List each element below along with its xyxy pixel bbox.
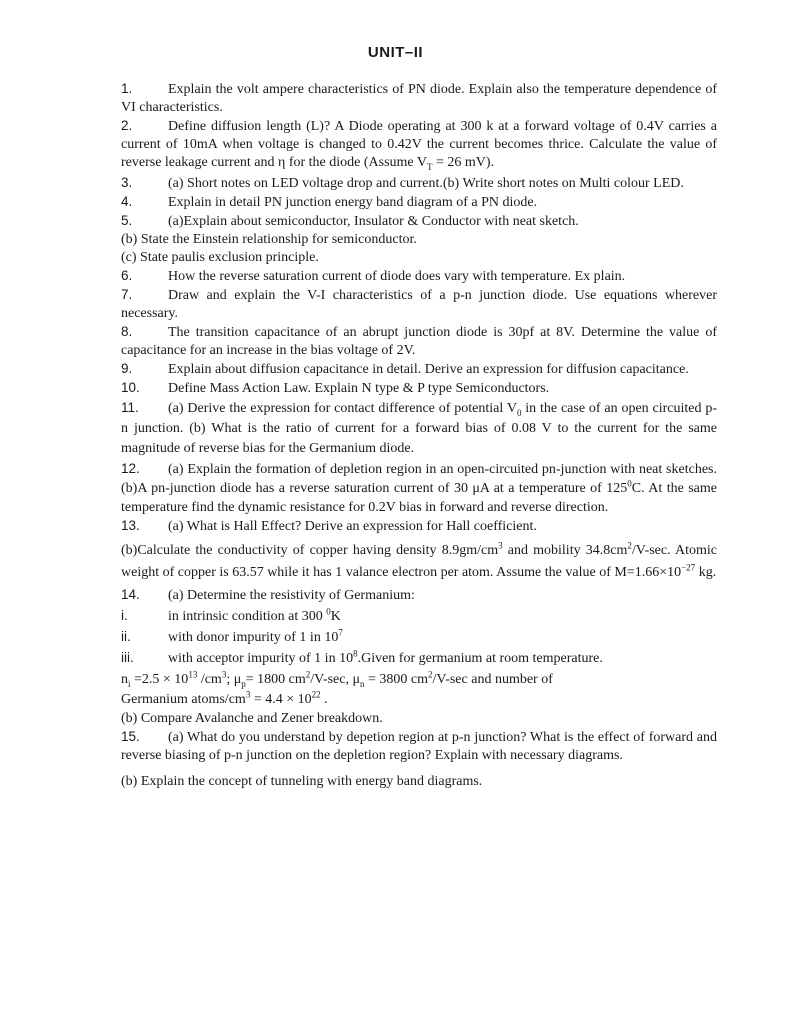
given-text: = 4.4 × 10 (250, 692, 312, 707)
question-14-item-i (121, 607, 717, 626)
given-text: = 1800 cm (245, 672, 306, 687)
question-10 (121, 379, 717, 398)
superscript: 3 (498, 540, 503, 551)
superscript: 22 (311, 689, 321, 700)
item-label: iii. (121, 650, 134, 665)
question-number: 15. (121, 729, 140, 744)
question-text: (a) What is Hall Effect? Derive an expression for Hall coefficient. (168, 519, 537, 534)
question-6 (121, 267, 717, 286)
question-12 (121, 459, 717, 517)
question-text: (a) Determine the resistivity of Germanium: (168, 588, 415, 603)
given-text: /V-sec and number of (432, 672, 553, 687)
question-9 (121, 360, 717, 379)
question-number: 11. (121, 400, 139, 415)
question-text: Draw and explain the V-I characteristics of a p-n junction diode. Use equations wherever necessary. (121, 288, 717, 321)
question-8 (121, 323, 717, 360)
question-text: = 26 mV). (432, 155, 495, 170)
item-label: i. (121, 608, 128, 623)
subscript: T (427, 161, 433, 172)
subscript: 0 (516, 407, 522, 418)
subscript: n (359, 678, 365, 689)
question-number: 3. (121, 175, 133, 190)
question-number: 6. (121, 268, 133, 283)
item-text: with acceptor impurity of 1 in 10 (168, 651, 354, 666)
superscript: 2 (427, 669, 433, 680)
given-text: = 3800 cm (364, 672, 428, 687)
eta-symbol: η (278, 155, 286, 170)
question-list (121, 80, 717, 791)
question-13 (121, 517, 717, 536)
superscript: 2 (305, 669, 311, 680)
question-14-given-2 (121, 690, 717, 710)
question-number: 8. (121, 324, 133, 339)
question-text: (b)Calculate the conductivity of copper having density 8.9gm/cm (121, 543, 499, 558)
question-2 (121, 117, 717, 172)
question-text: Define diffusion length (L)? A Diode operating at 300 k at a forward voltage of 0.4V carries a current of 10mA when voltage is changed to 0.42V the current becomes thrice. Calculate the value of reverse leakage current and (121, 119, 717, 170)
question-text: (a) Explain the formation of depletion region in an open-circuited pn-junction with neat sketches.(b)A pn-junction diode has a reverse saturation current of 30 μA at a temperature of 125 (121, 462, 717, 496)
question-text: Explain the volt ampere characteristics of PN diode. Explain also the temperature dependence of VI characteristics. (121, 82, 717, 115)
superscript: −27 (681, 562, 696, 573)
subscript: p (241, 678, 246, 689)
superscript: 0 (326, 606, 331, 617)
item-text: .Given for germanium at room temperature. (357, 651, 603, 666)
question-14-given (121, 670, 717, 690)
question-text: Explain in detail PN junction energy band diagram of a PN diode. (168, 195, 538, 210)
superscript: 3 (221, 669, 227, 680)
question-14b: (b) Compare Avalanche and Zener breakdown. (121, 711, 383, 726)
question-text: (a)Explain about semiconductor, Insulator & Conductor with neat sketch. (168, 214, 579, 229)
question-text: kg. (695, 565, 717, 580)
question-number: 4. (121, 194, 133, 209)
question-text: in the case of an open circuited p-n junction. (b) What is the ratio of current for a forward bias of 0.08 V to the current for the same magnitude of reverse bias for the Germanium diode. (121, 401, 717, 456)
question-text: for the diode (Assume V (285, 155, 428, 170)
question-15 (121, 728, 717, 765)
question-text: Define Mass Action Law. Explain N type & P type Semiconductors. (168, 381, 550, 396)
given-text: /cm (197, 672, 222, 687)
item-text: in intrinsic condition at 300 (168, 609, 327, 624)
question-5 (121, 212, 717, 231)
question-1 (121, 80, 717, 117)
given-text: n (121, 672, 128, 687)
superscript: 0 (627, 478, 632, 489)
question-14-item-iii (121, 649, 717, 668)
item-text: K (330, 609, 341, 624)
question-text: Explain about diffusion capacitance in detail. Derive an expression for diffusion capacitance. (168, 362, 689, 377)
superscript: 2 (627, 540, 632, 551)
superscript: 13 (188, 669, 198, 680)
question-13b (121, 540, 717, 584)
given-text: =2.5 × 10 (130, 672, 189, 687)
question-15b: (b) Explain the concept of tunneling with energy band diagrams. (121, 774, 483, 789)
question-14 (121, 586, 717, 605)
question-14-item-ii (121, 628, 717, 647)
question-number: 7. (121, 287, 133, 302)
page-title: UNIT–II (367, 44, 424, 61)
given-text: /V-sec, μ (310, 672, 360, 687)
question-text: How the reverse saturation current of diode does vary with temperature. Ex plain. (168, 269, 626, 284)
superscript: 3 (245, 689, 251, 700)
given-text: ; μ (226, 672, 242, 687)
superscript: 8 (353, 648, 358, 659)
question-number: 2. (121, 118, 133, 133)
question-11 (121, 398, 717, 459)
given-text: Germanium atoms/cm (121, 692, 246, 707)
question-text: The transition capacitance of an abrupt junction diode is 30pf at 8V. Determine the value of capacitance for an increase in the bias voltage of 2V. (121, 325, 717, 358)
question-number: 13. (121, 518, 140, 533)
question-number: 9. (121, 361, 133, 376)
question-5b: (b) State the Einstein relationship for semiconductor. (121, 232, 417, 247)
question-text: C. At the same temperature find the dynamic resistance for 0.2V bias in forward and reverse direction. (121, 481, 717, 515)
given-text: . (320, 692, 328, 707)
question-text: /V-sec. Atomic weight of copper is 63.57 while it has 1 valance electron per atom. Assume the value of M=1.66×10 (121, 543, 717, 580)
question-3 (121, 174, 717, 193)
question-4 (121, 193, 717, 212)
question-text: (a) What do you understand by depetion region at p-n junction? What is the effect of forward and reverse biasing of p-n junction on the depletion region? Explain with necessary diagrams. (121, 730, 717, 763)
question-number: 5. (121, 213, 133, 228)
question-text: (a) Derive the expression for contact difference of potential V (168, 401, 517, 416)
question-number: 14. (121, 587, 140, 602)
question-text: (a) Short notes on LED voltage drop and current.(b) Write short notes on Multi colour LED. (168, 176, 684, 191)
question-7 (121, 286, 717, 323)
question-number: 10. (121, 380, 140, 395)
item-text: with donor impurity of 1 in 10 (168, 630, 339, 645)
question-text: and mobility 34.8cm (502, 543, 628, 558)
item-label: ii. (121, 629, 131, 644)
superscript: 7 (338, 627, 343, 638)
subscript: i (128, 678, 131, 689)
question-5c: (c) State paulis exclusion principle. (121, 250, 319, 265)
question-number: 1. (121, 81, 133, 96)
question-number: 12. (121, 461, 140, 476)
